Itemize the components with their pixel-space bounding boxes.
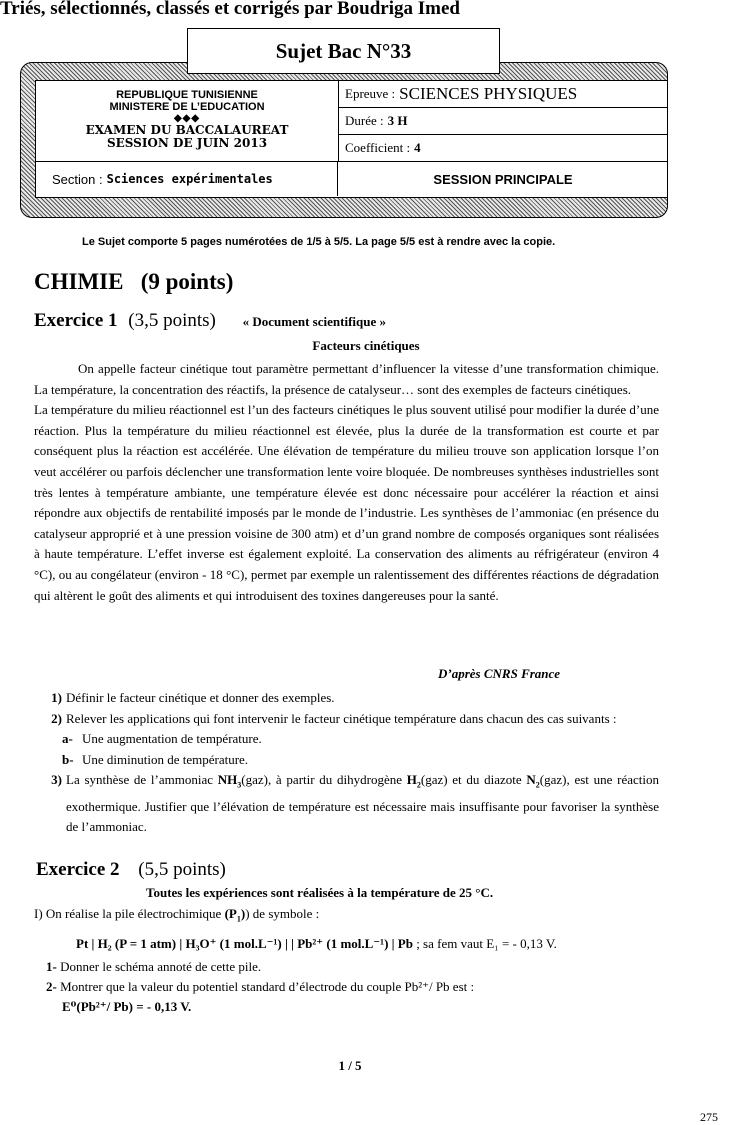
ex2-question-1-text: Donner le schéma annoté de cette pile. <box>60 959 262 974</box>
question-2-number: 2) <box>51 710 62 726</box>
page-banner: Triés, sélectionnés, classés et corrigés par Boudriga Imed <box>0 0 460 19</box>
pile-fem: ; sa fem vaut E₁ = - 0,13 V. <box>412 936 557 951</box>
country-label: REPUBLIQUE TUNISIENNE <box>116 89 258 101</box>
exercise-2-title: Exercice 2 <box>36 859 120 880</box>
exercise-1-heading <box>34 310 386 332</box>
document-text <box>34 359 659 606</box>
standard-potential-equation: E⁰(Pb²⁺/ Pb) = - 0,13 V. <box>62 999 192 1014</box>
section-value: Sciences expérimentales <box>106 172 273 186</box>
question-1-text: Définir le facteur cinétique et donner des exemples. <box>66 690 335 705</box>
sujet-title: Sujet Bac N°33 <box>187 28 500 74</box>
pile-intro-text-a: I) On réalise la pile électrochimique <box>34 906 225 921</box>
exam-details <box>339 81 667 162</box>
duree-label: Durée : <box>345 113 384 128</box>
question-2a <box>34 729 659 750</box>
ministry-label: MINISTERE DE L’EDUCATION <box>109 101 265 113</box>
section-cell <box>36 162 338 196</box>
pile-symbol-text: Pt | H₂ (P = 1 atm) | H₃O⁺ (1 mol.L⁻¹) | | Pb²⁺ (1 mol.L⁻¹) | Pb <box>76 936 413 951</box>
question-2a-number: a- <box>62 731 73 747</box>
document-source: D’après CNRS France <box>438 666 561 681</box>
dihydrogen-formula-text: H <box>406 772 417 788</box>
session-date: SESSION DE JUIN 2013 <box>106 136 268 150</box>
question-3-text-b: (gaz), à partir du dihydrogène <box>241 772 407 788</box>
pile-name-text: (P <box>224 906 237 921</box>
exercise-2-heading <box>36 859 226 881</box>
pages-note: Le Sujet comporte 5 pages numérotées de 1/5 à 5/5. La page 5/5 est à rendre avec la copie. <box>82 236 556 248</box>
exercise-2-note: Toutes les expériences sont réalisées à la température de 25 °C. <box>146 885 494 900</box>
institution-block <box>36 81 339 162</box>
epreuve-value: SCIENCES PHYSIQUES <box>399 84 578 103</box>
ammonia-formula: $NH_3$ <box>217 772 242 790</box>
exam-label: EXAMEN DU BACCALAUREAT <box>85 123 289 137</box>
exercise-2-points: (5,5 points) <box>138 859 226 880</box>
epreuve-label: Epreuve : <box>345 86 396 101</box>
paragraph-2: La température du milieu réactionnel est l’un des facteurs cinétiques le plus souvent utilisé pour modifier la durée d’une réaction. Plus la température du milieu réactionnel est élevée, plus la durée de la transformation est courte et par conséquent plus la réaction est accélérée. Une élévation de température du milieu trouve son application lorsque l’on veut accélérer ou parfois déclencher une transformation lente voire bloquée. De nombreuses synthèses industrielles sont très lentes à température ambiante, une température élevée est donc nécessaire pour accélérer la réaction et ainsi répondre aux objectifs de rentabilité imposés par le monde de l’industrie. Les synthèses de l’ammoniac (en présence du catalyseur approprié et à une pression voisine de 300 atm) et d’un grand nombre de composés organiques sont réalisées à haute température. L’effet inverse est également exploité. La conservation des aliments au réfrigérateur (environ 4 °C), ou au congélateur (environ - 18 °C), permet par exemple un ralentissement des différentes réactions de dégradation qui altèrent le goût des aliments et qui introduisent des toxines dangereuses pour la santé. <box>34 402 659 603</box>
question-2a-text: Une augmentation de température. <box>82 731 262 747</box>
ornament-icon: ◆◆◆ <box>173 113 201 124</box>
exam-header-table <box>35 80 668 198</box>
question-3 <box>34 770 659 837</box>
ex2-question-2 <box>46 977 474 997</box>
ammonia-formula-text: NH <box>217 772 238 788</box>
question-1 <box>34 688 659 709</box>
chimie-title: CHIMIE (9 points) <box>34 269 234 294</box>
question-2 <box>34 709 659 730</box>
ex2-question-2-equation <box>46 997 474 1017</box>
exercise-2-questions <box>46 957 474 1017</box>
pile-name: $(P_1)$ <box>224 906 246 924</box>
exercise-1-title: Exercice 1 <box>34 310 118 331</box>
question-2b-number: b- <box>62 751 74 767</box>
ex2-question-1 <box>46 957 474 977</box>
exercise-1-questions <box>34 688 659 838</box>
paragraph-1: On appelle facteur cinétique tout paramètre permettant d’influencer la vitesse d’une transformation chimique. La température, la concentration des réactifs, la présence de catalyseur… sont des exemples de facteurs cinétiques. <box>34 361 659 397</box>
epreuve-row <box>339 81 667 108</box>
question-2b <box>34 750 659 771</box>
question-3-text-c: (gaz) et du diazote <box>420 772 527 788</box>
page-number: 1 / 5 <box>338 1058 362 1073</box>
ex2-question-2-text: Montrer que la valeur du potentiel standard d’électrode du couple Pb²⁺/ Pb est : <box>60 979 475 994</box>
document-subtitle: Facteurs cinétiques <box>312 338 420 353</box>
coef-label: Coefficient : <box>345 140 411 155</box>
question-3-number: 3) <box>51 772 62 788</box>
dihydrogen-formula: $H_2$ <box>406 772 421 790</box>
dinitrogen-formula-text: N <box>526 772 536 788</box>
ex2-question-2-number: 2- <box>46 979 57 994</box>
question-1-number: 1) <box>51 690 62 705</box>
question-3-text-d: (gaz), est une réaction exothermique. Justifier que l’élévation de température est nécessaire mais insuffisante pour favoriser la synthèse de l’ammoniac. <box>66 772 659 835</box>
exercise-1-points: (3,5 points) <box>128 310 216 331</box>
session-type: SESSION PRINCIPALE <box>433 171 573 187</box>
pile-intro-text-b: ) de symbole : <box>245 906 320 921</box>
ex2-question-1-number: 1- <box>46 959 57 974</box>
coef-value: 4 <box>414 140 421 155</box>
coef-row <box>339 135 667 161</box>
document-label: « Document scientifique » <box>242 314 386 329</box>
question-2b-text: Une diminution de température. <box>82 751 249 767</box>
question-2-text: Relever les applications qui font intervenir le facteur cinétique température dans chacun des cas suivants : <box>66 710 617 726</box>
duree-value: 3 H <box>387 113 408 128</box>
pile-symbol <box>76 936 557 952</box>
duree-row <box>339 108 667 135</box>
question-3-text-a: La synthèse de l’ammoniac <box>66 772 218 788</box>
dinitrogen-formula: $N_2$ <box>526 772 540 790</box>
pile-intro <box>34 906 319 924</box>
corner-number: 275 <box>700 1110 718 1124</box>
section-label: Section : <box>52 171 103 187</box>
